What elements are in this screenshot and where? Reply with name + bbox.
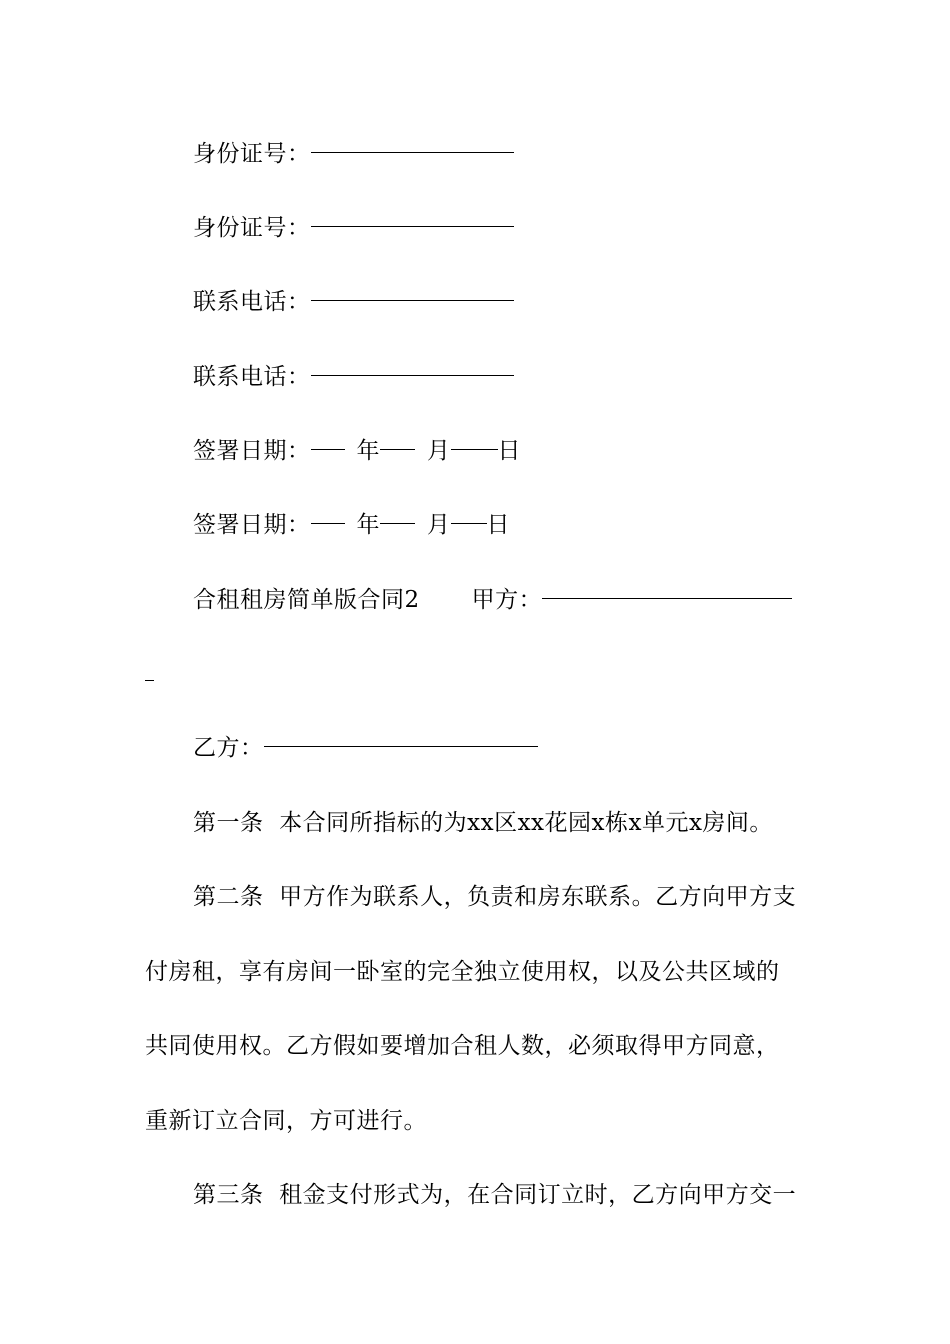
phone-label: 联系电话：: [193, 364, 311, 390]
party-a-label: 甲方：: [471, 587, 543, 613]
id-number-label: 身份证号：: [193, 141, 311, 167]
sign-date-line-1: [145, 414, 858, 488]
month-blank: [380, 448, 415, 450]
article-3-line-1: [145, 1158, 858, 1232]
article-1: [145, 786, 858, 860]
year-blank: [311, 448, 345, 450]
sign-date-line-2: [145, 488, 858, 562]
article-2-text: 重新订立合同，方可进行。: [145, 1108, 427, 1134]
party-b-blank: [264, 745, 538, 747]
party-a-blank-tail: [145, 679, 154, 681]
article-3-text: 第三条 租金支付形式为，在合同订立时，乙方向甲方交一: [193, 1182, 797, 1208]
article-2-line-2: [145, 935, 810, 1009]
phone-label: 联系电话：: [193, 289, 311, 315]
id-number-blank: [311, 151, 514, 153]
day-blank: [451, 522, 487, 524]
year-text: 年: [356, 512, 380, 538]
year-blank: [311, 522, 345, 524]
id-number-line-2: [145, 191, 858, 265]
phone-blank: [311, 299, 514, 301]
article-2-text: 付房租，享有房间一卧室的完全独立使用权，以及公共区域的: [145, 959, 780, 985]
article-2-text: 共同使用权。乙方假如要增加合租人数，必须取得甲方同意，: [145, 1033, 780, 1059]
contract-title: 合租租房简单版合同2: [193, 587, 420, 613]
phone-line-1: [145, 265, 858, 339]
id-number-blank: [311, 225, 514, 227]
article-2-line-3: [145, 1009, 810, 1083]
day-text: 日: [486, 512, 510, 538]
phone-line-2: [145, 340, 858, 414]
party-b-label: 乙方：: [193, 735, 264, 761]
article-2-text: 第二条 甲方作为联系人，负责和房东联系。乙方向甲方支: [193, 884, 797, 910]
day-text: 日: [497, 438, 521, 464]
sign-date-label: 签署日期：: [193, 512, 311, 538]
article-2-line-1: [145, 860, 858, 934]
party-b-line: [145, 711, 858, 785]
party-a-blank: [542, 597, 792, 599]
id-number-line-1: [145, 117, 858, 191]
article-1-text: 第一条 本合同所指标的为xx区xx花园x栋x单元x房间。: [193, 810, 773, 836]
month-text: 月: [427, 512, 451, 538]
month-text: 月: [427, 438, 451, 464]
year-text: 年: [356, 438, 380, 464]
article-2-line-4: [145, 1084, 810, 1158]
party-a-blank-continuation: [145, 645, 810, 719]
sign-date-label: 签署日期：: [193, 438, 311, 464]
day-blank: [451, 448, 498, 450]
month-blank: [380, 522, 415, 524]
contract-title-line: [145, 563, 858, 637]
phone-blank: [311, 374, 514, 376]
id-number-label: 身份证号：: [193, 215, 311, 241]
